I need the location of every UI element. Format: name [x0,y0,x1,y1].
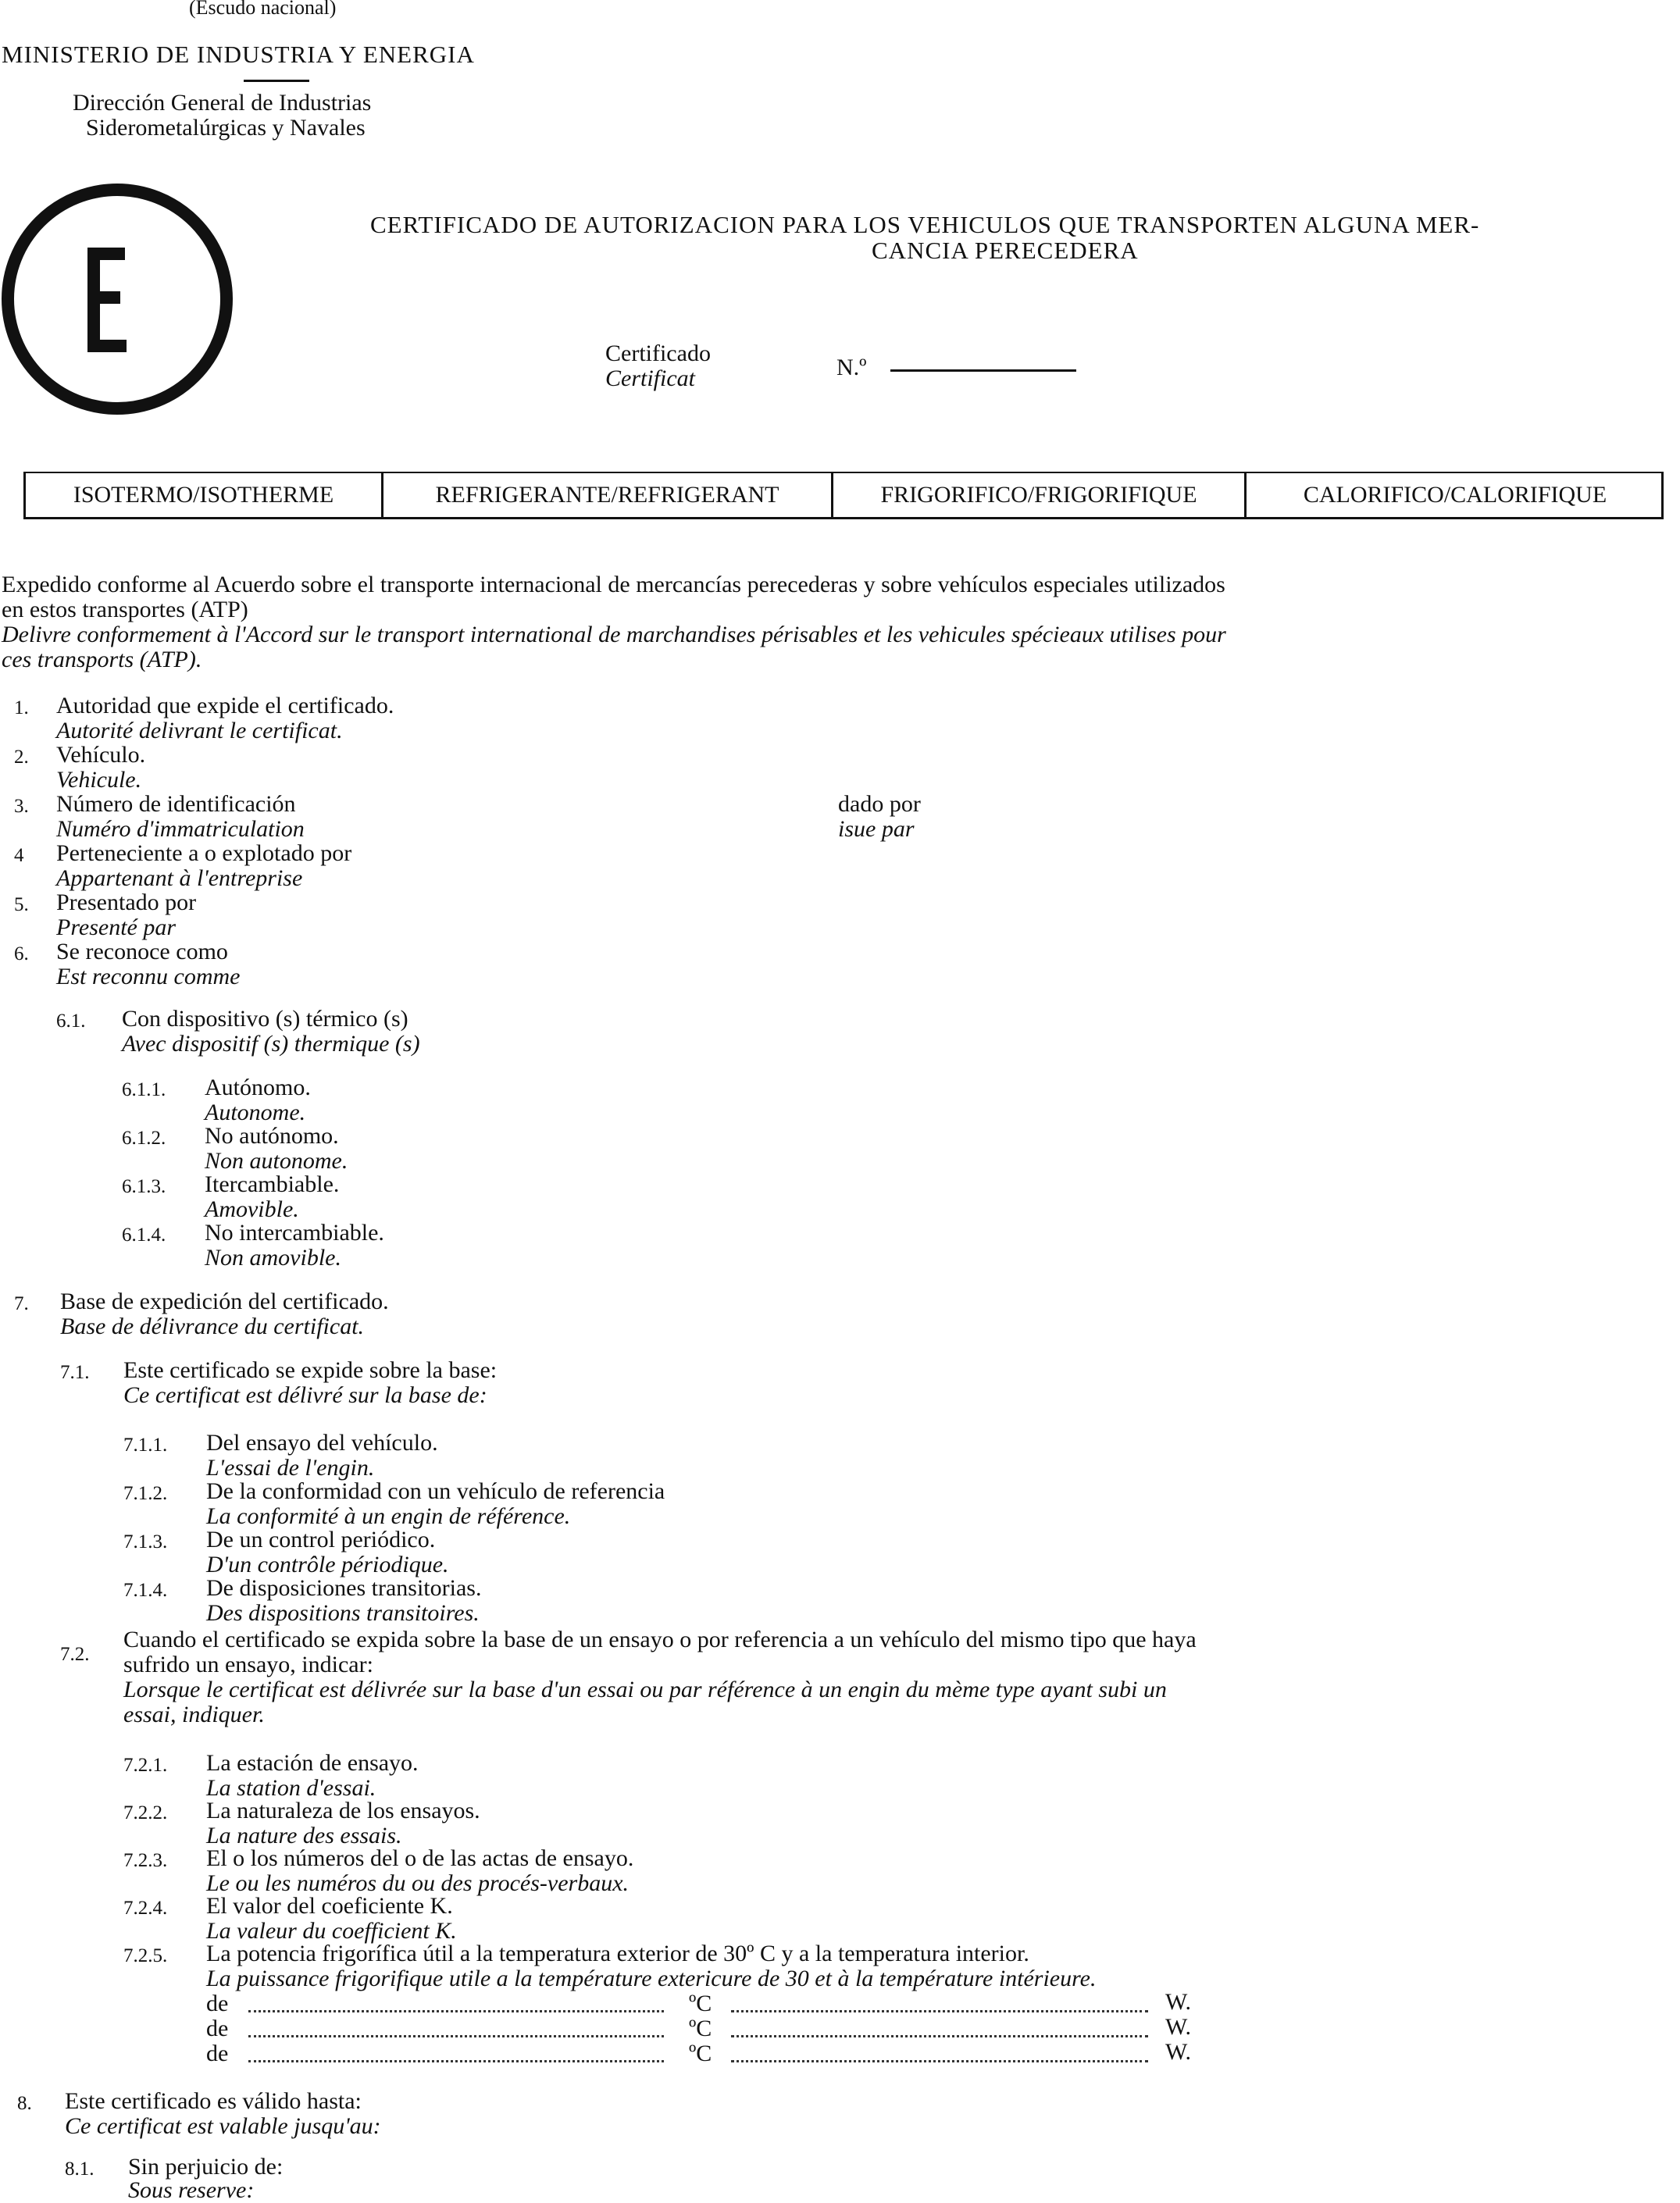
item-number: 7.2.5. [123,1945,168,1966]
item-text-es: Con dispositivo (s) térmico (s) [122,1006,408,1032]
certificate-number-label: N.º [836,355,867,380]
item-text-es: El valor del coeficiente K. [206,1893,453,1919]
item-text-es: Presentado por [56,889,197,915]
temperature-field[interactable] [248,2060,664,2062]
item-text-fr: Ce certificat est délivré sur la base de: [123,1382,487,1408]
item-text-es: El o los números del o de las actas de ensayo. [206,1845,634,1871]
item-text-es: Se reconoce como [56,939,228,964]
temperature-unit: ºC [689,1991,712,2016]
item-text-es: Perteneciente a o explotado por [56,840,352,866]
item-text-fr: Non autonome. [205,1148,348,1174]
item-number: 7.1.4. [123,1580,168,1601]
intro-es-line-2: en estos transportes (ATP) [2,597,248,622]
item-text-es-line-1: Cuando el certificado se expida sobre la base de un ensayo o por referencia a un vehículo del mismo tipo que haya [123,1627,1197,1652]
item-text-fr: La valeur du coefficient K. [206,1918,457,1944]
item-number: 8.1. [65,2158,95,2180]
item-text-fr: La station d'essai. [206,1775,376,1801]
item-number: 1. [14,697,29,718]
item-number: 7. [14,1293,29,1314]
item-text-fr: Base de délivrance du certificat. [60,1314,365,1339]
item-text-es: La potencia frigorífica útil a la temperatura exterior de 30º C y a la temperatura interior. [206,1941,1029,1966]
direction-line-1: Dirección General de Industrias [73,90,372,116]
certificate-title-line-1: CERTIFICADO DE AUTORIZACION PARA LOS VEHICULOS QUE TRANSPORTEN ALGUNA MER- [370,211,1480,238]
temperature-field[interactable] [248,2010,664,2012]
item-text-fr: La conformité à un engin de référence. [206,1503,571,1529]
item-number: 8. [17,2093,32,2114]
power-unit: W. [1165,1989,1192,2015]
item-number: 7.2.1. [123,1755,168,1776]
certificate-number-field [890,369,1076,372]
category-frigorifique: FRIGORIFICO/FRIGORIFIQUE [831,473,1244,517]
category-calorifique: CALORIFICO/CALORIFIQUE [1244,473,1664,517]
item-text-es: De la conformidad con un vehículo de referencia [206,1478,665,1504]
item-number: 7.1.2. [123,1483,168,1504]
item-text-fr: D'un contrôle périodique. [206,1552,449,1577]
item-text-fr: Numéro d'immatriculation [56,816,305,842]
temperature-field[interactable] [248,2035,664,2037]
item-number: 6.1.1. [122,1079,166,1100]
item-number: 4 [14,845,24,866]
item-text-es: Vehículo. [56,742,146,768]
issued-by-label-fr: isue par [838,816,915,842]
item-number: 6.1.2. [122,1128,166,1149]
power-unit: W. [1165,2039,1192,2065]
item-number: 6. [14,943,29,964]
certificate-label-fr: Certificat [605,365,695,391]
item-text-es: Sin perjuicio de: [128,2154,284,2180]
item-text-fr: La puissance frigorifique utile a la température extericure de 30 et à la température intérieure. [206,1966,1097,1991]
item-text-fr: Autonome. [205,1100,306,1125]
item-text-es: No autónomo. [205,1123,339,1149]
item-text-fr: Appartenant à l'entreprise [56,865,303,891]
item-text-fr: Presenté par [56,914,177,940]
temperature-unit: ºC [689,2016,712,2041]
item-number: 7.1.1. [123,1435,168,1456]
vehicle-category-box [23,472,1664,519]
item-text-es: La naturaleza de los ensayos. [206,1798,480,1823]
item-number: 2. [14,747,29,768]
item-text-es: De disposiciones transitorias. [206,1575,482,1601]
ministry-name: MINISTERIO DE INDUSTRIA Y ENERGIA [2,41,475,68]
item-number: 6.1.4. [122,1224,166,1246]
coat-of-arms-label: (Escudo nacional) [189,0,337,19]
ministry-underline [244,80,309,82]
power-field[interactable] [731,2010,1148,2012]
item-text-fr-line-1: Lorsque le certificat est délivrée sur la base d'un essai ou par référence à un engin du mème type ayant subi un [123,1677,1167,1702]
item-number: 6.1.3. [122,1176,166,1197]
item-text-fr: Avec dispositif (s) thermique (s) [122,1031,420,1057]
power-field[interactable] [731,2035,1148,2037]
item-text-es: Autoridad que expide el certificado. [56,693,394,718]
item-text-es: Itercambiable. [205,1171,340,1197]
item-text-fr: Est reconnu comme [56,964,241,989]
power-row-prefix: de [206,2016,229,2041]
item-number: 7.2.3. [123,1850,168,1871]
item-text-fr: Amovible. [205,1196,299,1222]
item-text-fr: Vehicule. [56,767,142,793]
item-number: 3. [14,796,29,817]
item-text-es: Este certificado es válido hasta: [65,2088,362,2114]
item-text-es: La estación de ensayo. [206,1750,419,1776]
intro-fr-line-2: ces transports (ATP). [2,647,202,672]
item-text-es: Del ensayo del vehículo. [206,1430,438,1456]
item-number: 6.1. [56,1011,86,1032]
item-text-fr: Ce certificat est valable jusqu'au: [65,2113,381,2139]
item-text-es: Base de expedición del certificado. [60,1289,389,1314]
item-text-fr-line-2: essai, indiquer. [123,1702,265,1727]
item-number: 7.1. [60,1362,90,1383]
direction-line-2: Siderometalúrgicas y Navales [86,115,366,141]
item-number: 5. [14,894,29,915]
item-text-fr: Le ou les numéros du ou des procés-verbaux. [206,1870,630,1896]
item-text-es: De un control periódico. [206,1527,436,1552]
item-number: 7.2. [60,1644,90,1665]
e-emblem-icon [0,182,234,416]
item-text-fr: Non amovible. [205,1245,341,1271]
item-text-fr: Sous reserve: [128,2177,255,2203]
issued-by-label-es: dado por [838,791,921,817]
intro-fr-line-1: Delivre conformement à l'Accord sur le transport international de marchandises périsables et les vehicules spécieaux utilises pour [2,622,1226,647]
item-text-es: Número de identificación [56,791,296,817]
item-text-es: Autónomo. [205,1075,311,1100]
item-text-fr: Autorité delivrant le certificat. [56,718,343,743]
power-field[interactable] [731,2060,1148,2062]
power-row-prefix: de [206,1991,229,2016]
item-number: 7.2.2. [123,1802,168,1823]
item-text-fr: L'essai de l'engin. [206,1455,375,1481]
temperature-unit: ºC [689,2041,712,2066]
item-text-fr: Des dispositions transitoires. [206,1600,480,1626]
item-number: 7.2.4. [123,1898,168,1919]
category-refrigerant: REFRIGERANTE/REFRIGERANT [381,473,831,517]
power-unit: W. [1165,2014,1192,2040]
item-text-es: No intercambiable. [205,1220,384,1246]
item-number: 7.1.3. [123,1531,168,1552]
item-text-es: Este certificado se expide sobre la base: [123,1357,498,1383]
item-text-es-line-2: sufrido un ensayo, indicar: [123,1652,373,1677]
item-text-fr: La nature des essais. [206,1823,402,1848]
certificate-label-es: Certificado [605,340,711,366]
category-isotherme: ISOTERMO/ISOTHERME [73,482,334,508]
certificate-title-line-2: CANCIA PERECEDERA [872,237,1139,264]
intro-es-line-1: Expedido conforme al Acuerdo sobre el transporte internacional de mercancías perecederas y sobre vehículos especiales utilizados [2,572,1225,597]
power-row-prefix: de [206,2041,229,2066]
